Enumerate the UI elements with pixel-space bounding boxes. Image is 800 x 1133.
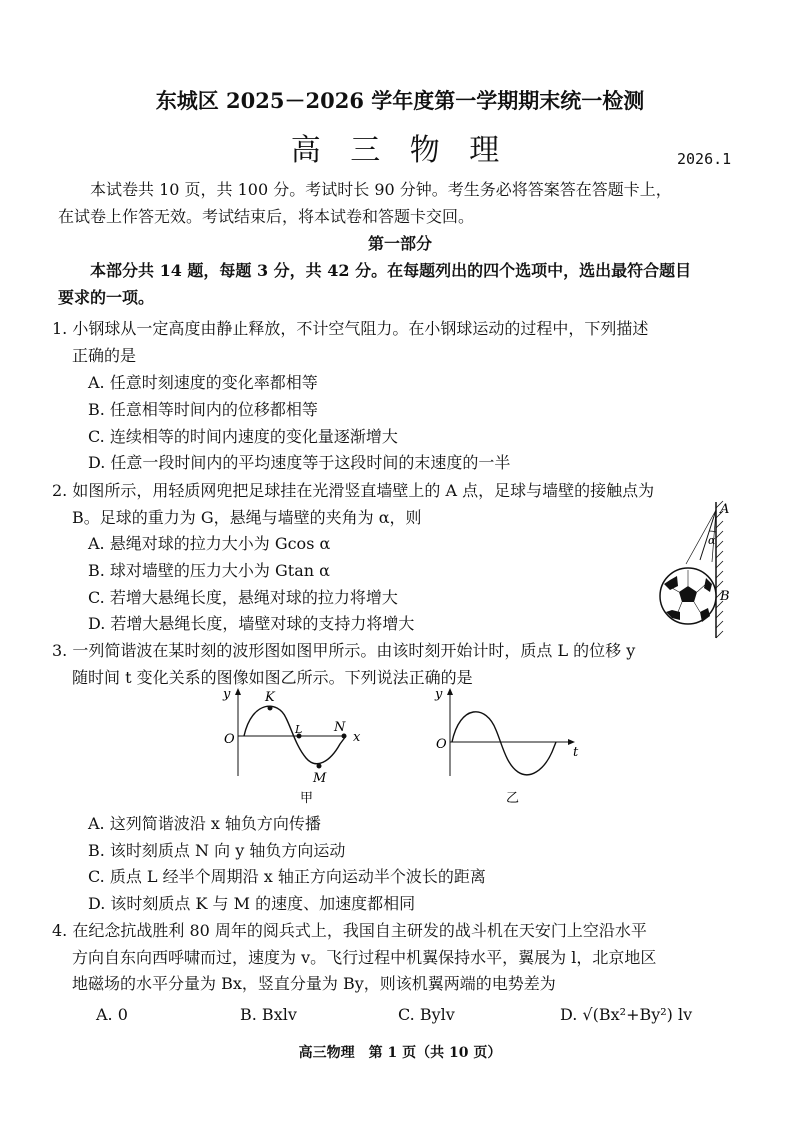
k-label: K — [265, 690, 275, 705]
jia-caption: 甲 — [300, 791, 314, 806]
intro-line-2: 在试卷上作答无效。考试结束后，将本试卷和答题卡交回。 — [58, 207, 475, 226]
y-axis-arrow — [235, 688, 241, 695]
yi-t-label: t — [573, 745, 579, 760]
q3-stem-line-2: 随时间 t 变化关系的图像如图乙所示。下列说法正确的是 — [72, 668, 473, 687]
q1-option-a: A. 任意时刻速度的变化率都相等 — [88, 373, 318, 392]
q2-figure-football-on-wall — [650, 500, 750, 640]
q4-option-b: B. Bxlv — [240, 1005, 297, 1024]
subject-title: 高 三 物 理 — [290, 133, 510, 168]
jia-origin-label: O — [224, 732, 235, 747]
q2-option-c: C. 若增大悬绳长度，悬绳对球的拉力将增大 — [88, 588, 398, 607]
q4-stem-line-2: 方向自东向西呼啸而过，速度为 v。飞行过程中机翼保持水平，翼展为 l，北京地区 — [72, 948, 657, 967]
q3-option-a: A. 这列简谐波沿 x 轴负方向传播 — [88, 814, 321, 833]
part-title: 第一部分 — [367, 234, 432, 253]
q2-stem-line-2: B。足球的重力为 G，悬绳与墙壁的夹角为 α，则 — [72, 508, 422, 527]
q3-option-c: C. 质点 L 经半个周期沿 x 轴正方向运动半个波长的距离 — [88, 867, 486, 886]
m-label: M — [313, 771, 327, 786]
page-footer: 高三物理 第 1 页（共 10 页） — [298, 1045, 502, 1061]
q2-option-a: A. 悬绳对球的拉力大小为 Gcos α — [88, 534, 331, 553]
point-b-label: B — [720, 589, 730, 604]
point-a-label: A — [720, 502, 730, 517]
q3-option-b: B. 该时刻质点 N 向 y 轴负方向运动 — [88, 841, 346, 860]
yi-caption: 乙 — [506, 791, 520, 806]
q4-stem-line-1: 4. 在纪念抗战胜利 80 周年的阅兵式上，我国自主研发的战斗机在天安门上空沿水平 — [52, 921, 647, 940]
exam-title: 东城区 2025－2026 学年度第一学期期末统一检测 — [155, 88, 645, 113]
part-instructions-line-1: 本部分共 14 题，每题 3 分，共 42 分。在每题列出的四个选项中，选出最符合题目 — [90, 261, 692, 280]
part-instructions-line-2: 要求的一项。 — [58, 288, 155, 307]
q3-figure-yi-vibration — [430, 686, 600, 806]
q2-stem-line-1: 2. 如图所示，用轻质网兜把足球挂在光滑竖直墙壁上的 A 点，足球与墙壁的接触点为 — [52, 481, 655, 500]
point-m — [317, 764, 322, 769]
q4-option-a: A. 0 — [96, 1005, 128, 1024]
q1-stem-line-1: 1. 小钢球从一定高度由静止释放，不计空气阻力。在小钢球运动的过程中，下列描述 — [52, 319, 649, 338]
q4-option-d: D. √(Bx²+By²) lv — [560, 1005, 693, 1024]
l-label: L — [295, 723, 303, 736]
jia-x-label: x — [353, 730, 361, 745]
jia-y-label: y — [223, 687, 231, 702]
point-k — [268, 706, 273, 711]
q4-stem-line-3: 地磁场的水平分量为 Bx，竖直分量为 By，则该机翼两端的电势差为 — [72, 974, 556, 993]
q3-figure-jia-waveform — [218, 686, 388, 806]
vibration-curve — [452, 712, 556, 775]
q1-stem-line-2: 正确的是 — [72, 346, 137, 365]
yi-y-label: y — [435, 687, 443, 702]
intro-line-1: 本试卷共 10 页，共 100 分。考试时长 90 分钟。考生务必将答案答在答题卡上， — [90, 180, 672, 199]
alpha-label: α — [708, 534, 716, 547]
yi-origin-label: O — [436, 737, 447, 752]
q3-stem-line-1: 3. 一列简谐波在某时刻的波形图如图甲所示。由该时刻开始计时，质点 L 的位移 y — [52, 641, 636, 660]
q4-option-c: C. Bylv — [398, 1005, 455, 1024]
q3-option-d: D. 该时刻质点 K 与 M 的速度、加速度都相同 — [88, 894, 416, 913]
q1-option-d: D. 任意一段时间内的平均速度等于这段时间的末速度的一半 — [88, 453, 511, 472]
q1-option-c: C. 连续相等的时间内速度的变化量逐渐增大 — [88, 427, 398, 446]
y-axis-arrow — [447, 688, 453, 695]
wall-hatching — [716, 501, 723, 638]
q1-option-b: B. 任意相等时间内的位移都相等 — [88, 400, 318, 419]
q2-option-d: D. 若增大悬绳长度，墙壁对球的支持力将增大 — [88, 614, 415, 633]
q2-option-b: B. 球对墙壁的压力大小为 Gtan α — [88, 561, 330, 580]
angle-arc — [709, 531, 716, 532]
n-label: N — [334, 720, 346, 735]
exam-date: 2026.1 — [677, 150, 732, 168]
